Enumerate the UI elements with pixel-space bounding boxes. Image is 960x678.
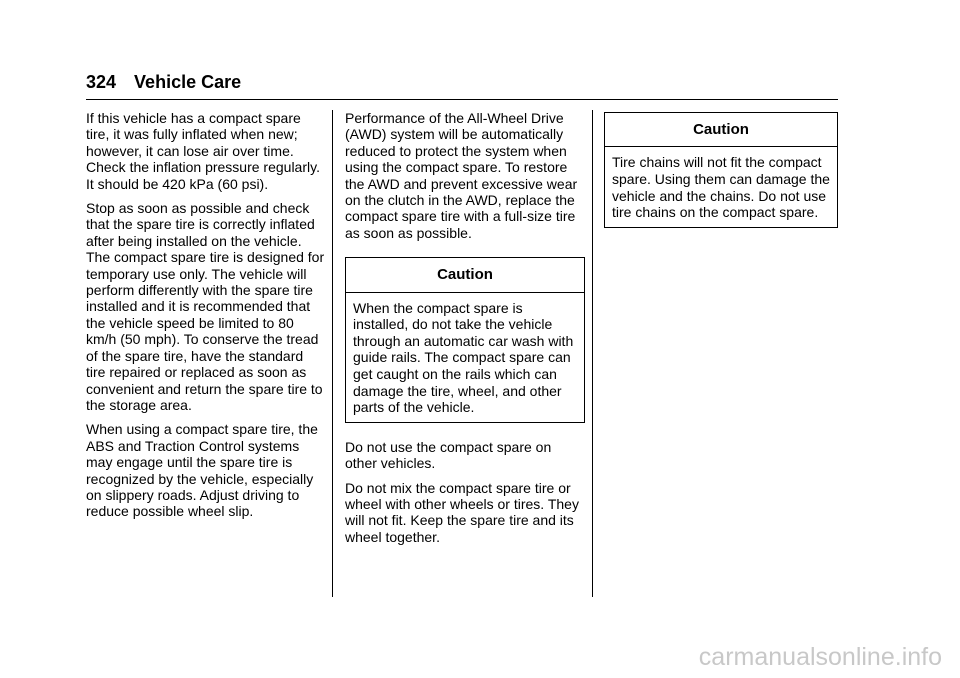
paragraph: Do not mix the compact spare tire or wheel with other wheels or tires. They will not fit. Keep the spare tire and its wheel together.	[345, 479, 579, 545]
column-1	[86, 110, 326, 528]
header-rule	[86, 99, 838, 100]
paragraph: Stop as soon as possible and check that the spare tire is correctly inflated after being installed on the vehicle. The compact spare tire is designed for temporary use only. The vehicle will perform differently with the spare tire installed and it is recommended that the vehicle speed be limited to 80 km/h (50 mph). To conserve the tread of the spare tire, have the standard tire repaired or replaced as soon as convenient and return the spare tire to the storage area.	[86, 200, 325, 413]
watermark: carmanualsonline.info	[698, 643, 942, 671]
caution-text: When the compact spare is installed, do not take the vehicle through an automatic car wash with guide rails. The compact spare can get caught on the rails which can damage the tire, wheel, and other parts of the vehicle.	[353, 299, 574, 416]
caution-title: Caution	[346, 258, 584, 292]
column-2	[345, 110, 585, 553]
caution-text: Tire chains will not fit the compact spare. Using them can damage the vehicle and the chains. Do not use tire chains on the compact spare.	[612, 154, 830, 221]
caution-box	[604, 112, 838, 228]
column-divider	[592, 110, 593, 597]
paragraph: When using a compact spare tire, the ABS and Traction Control systems may engage until the spare tire is recognized by the vehicle, especially on slippery roads. Adjust driving to reduce possible wheel slip.	[86, 421, 318, 520]
section-title: Vehicle Care	[134, 72, 242, 92]
caution-box	[345, 257, 585, 423]
column-3	[604, 112, 838, 244]
page-header	[86, 72, 241, 93]
column-divider	[332, 110, 333, 597]
page-number: 324	[86, 72, 117, 92]
paragraph: Performance of the All-Wheel Drive (AWD) system will be automatically reduced to protect the system when using the compact spare. To restore the AWD and prevent excessive wear on the clutch in the AWD, replace the compact spare tire with a full-size tire as soon as possible.	[345, 110, 578, 241]
caution-title: Caution	[605, 113, 837, 147]
paragraph: Do not use the compact spare on other vehicles.	[345, 438, 552, 472]
paragraph: If this vehicle has a compact spare tire, it was fully inflated when new; however, it can lose air over time. Check the inflation pressure regularly. It should be 420 kPa (60 psi).	[86, 110, 320, 192]
